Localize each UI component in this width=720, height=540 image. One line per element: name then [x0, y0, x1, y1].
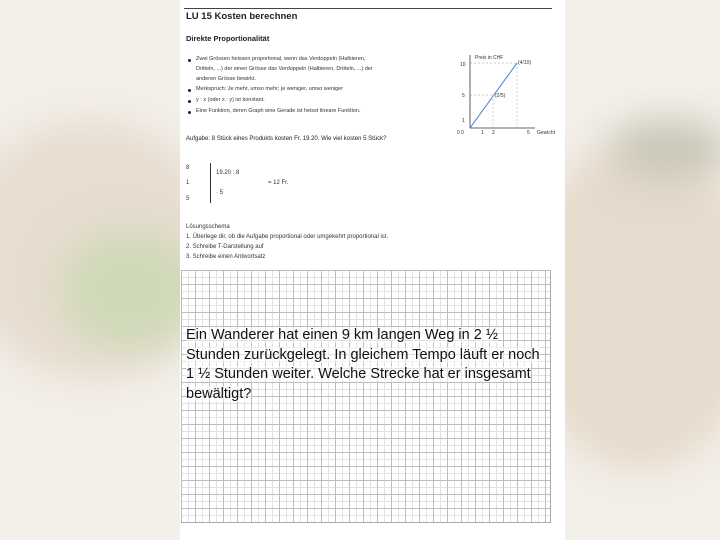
y-axis-label: Preis in CHF — [475, 55, 504, 61]
x-tick: 5 — [527, 130, 530, 135]
bullet-line: Eine Funktion, deren Graph eine Gerade ist heisst lineare Funktion. — [196, 108, 361, 114]
vorgehen-step: 1. Überlege dir, ob die Aufgabe proportional oder umgekehrt proportional ist. — [186, 234, 389, 240]
section-heading: Direkte Proportionalität — [186, 34, 270, 43]
header-rule — [184, 8, 552, 9]
pickle-blur — [610, 120, 720, 180]
word-problem-text: Ein Wanderer hat einen 9 km langen Weg in 2 ½ Stunden zurückgelegt. In gleichem Tempo läuft er noch 1 ½ Stunden weiter. Welche Strecke hat er insgesamt bewältigt? — [186, 327, 540, 402]
proportionality-graph — [455, 50, 555, 135]
aufgabe-text: Aufgabe: 8 Stück eines Produkts kosten Fr. 19.20. Wie viel kosten 5 Stück? — [186, 136, 387, 142]
bullet-line: Dritteln, ...) der einen Grösse das Verdoppeln (Halbieren, Dritteln, ...) der — [196, 66, 373, 72]
y-tick: 5 — [462, 93, 465, 99]
bullet-line: Zwei Grössen heissen proportional, wenn das Verdoppeln (Halbieren, — [196, 56, 366, 62]
x-tick: 2 — [492, 130, 495, 135]
vorgehen-step: 2. Schreibe T-Darstellung auf — [186, 244, 264, 250]
y-tick: 1 — [462, 118, 465, 124]
t-table-left: 8 — [186, 165, 190, 171]
x-tick: 1 — [481, 130, 484, 135]
lettuce-blur — [60, 230, 200, 350]
x-axis-label: Gewicht — [537, 130, 555, 135]
bullet-line: anderen Grösse bewirkt. — [196, 76, 256, 82]
graph-line — [470, 63, 517, 128]
point-label: (2/5) — [495, 93, 506, 99]
vorgehen-title: Lösungsschema — [186, 224, 230, 230]
t-table-left: 5 — [186, 196, 190, 202]
bullet-line: Merkspruch: Je mehr, umso mehr; je weniger, umso weniger — [196, 86, 344, 92]
word-problem — [186, 326, 551, 404]
bullet-dot — [188, 111, 191, 114]
t-table-value: · 5 — [216, 190, 224, 196]
t-table-left: 1 — [186, 180, 190, 186]
bullet-dot — [188, 89, 191, 92]
worksheet-title: LU 15 Kosten berechnen — [186, 11, 298, 22]
bullet-dot — [188, 59, 191, 62]
t-table-divider — [210, 163, 211, 203]
bullet-dot — [188, 100, 191, 103]
x-tick: 0 0 — [457, 130, 464, 135]
t-table-result: = 12 Fr. — [268, 180, 289, 186]
bullet-line: y : x (oder x : y) ist konstant. — [196, 97, 265, 103]
y-tick: 10 — [460, 62, 466, 68]
point-label: (4/10) — [518, 60, 532, 66]
t-table-value: 19.20 : 8 — [216, 170, 240, 176]
vorgehen-step: 3. Schreibe einen Antwortsatz — [186, 254, 266, 260]
